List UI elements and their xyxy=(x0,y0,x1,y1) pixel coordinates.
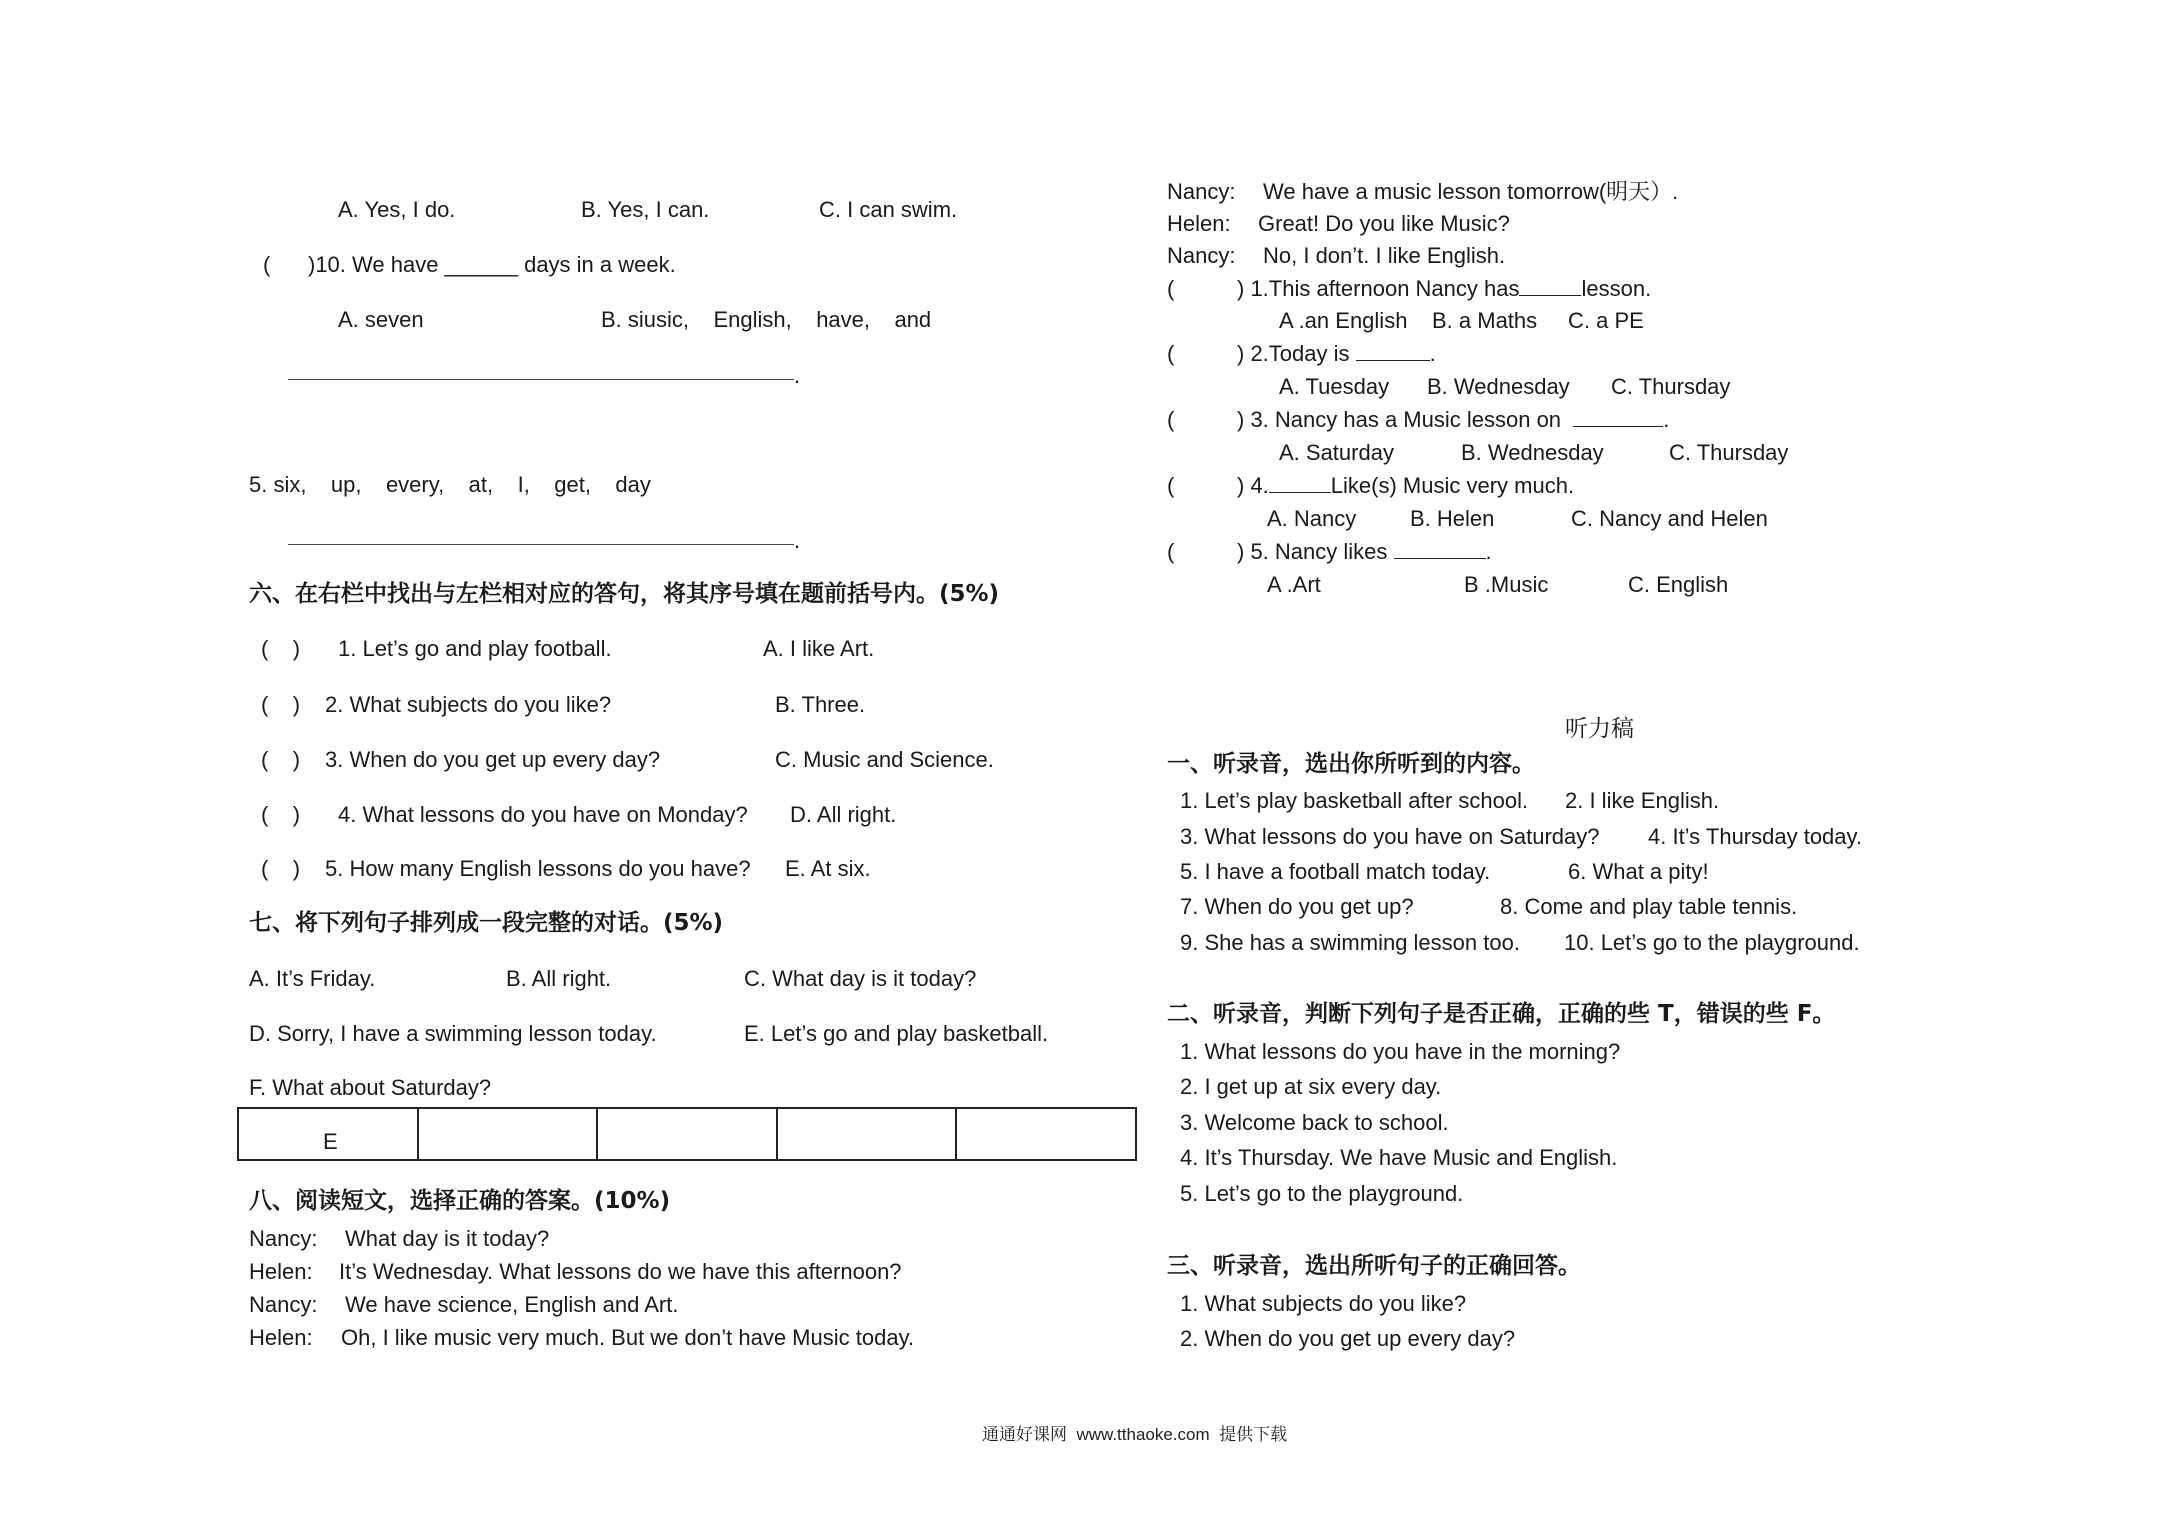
page-footer: 通通好课网 www.tthaoke.com 提供下载 xyxy=(982,1425,1288,1444)
answer-line-4-period: . xyxy=(794,363,801,388)
listen1-title: 一、听录音，选出你所听到的内容。 xyxy=(1167,751,1535,777)
order-cell-4[interactable] xyxy=(777,1108,957,1160)
q4-words: B. siusic, English, have, and xyxy=(601,307,932,332)
answer-line-5 xyxy=(288,544,794,545)
dialogue-line: No, I don’t. I like English. xyxy=(1263,243,1506,268)
listen3-item: 1. What subjects do you like? xyxy=(1180,1291,1467,1316)
s6-item2-question: 2. What subjects do you like? xyxy=(325,692,612,717)
dialogue-speaker: Nancy: xyxy=(1167,243,1236,268)
rq5-stem: ) 5. Nancy likes . xyxy=(1237,539,1492,564)
dialogue-line: What day is it today? xyxy=(345,1226,550,1251)
rq5-paren: ( xyxy=(1167,539,1175,564)
dialogue-line: We have a music lesson tomorrow(明天）. xyxy=(1263,179,1679,204)
dialogue-line: Oh, I like music very much. But we don’t have Music today. xyxy=(341,1325,915,1350)
q10-question: )10. We have ______ days in a week. xyxy=(308,252,676,277)
rq1-option-c: C. a PE xyxy=(1568,308,1644,333)
order-cell-5[interactable] xyxy=(956,1108,1136,1160)
s7-sentence-e: E. Let’s go and play basketball. xyxy=(744,1021,1049,1046)
rq5-option-c: C. English xyxy=(1628,572,1729,597)
s6-item4-paren: ( ) xyxy=(261,802,301,827)
dialogue-speaker: Helen: xyxy=(1167,211,1231,236)
rq2-option-b: B. Wednesday xyxy=(1427,374,1570,399)
rq4-paren: ( xyxy=(1167,473,1175,498)
dialogue-line: We have science, English and Art. xyxy=(345,1292,679,1317)
rq2-stem: ) 2.Today is . xyxy=(1237,341,1436,366)
rq3-option-a: A. Saturday xyxy=(1279,440,1394,465)
s6-item1-paren: ( ) xyxy=(261,636,301,661)
rq3-paren: ( xyxy=(1167,407,1175,432)
q9-option-a: A. Yes, I do. xyxy=(338,197,456,222)
listen2-item: 2. I get up at six every day. xyxy=(1180,1074,1442,1099)
dialogue-speaker: Nancy: xyxy=(249,1226,318,1251)
s6-item3-answer: C. Music and Science. xyxy=(775,747,994,772)
script-title: 听力稿 xyxy=(1565,716,1634,742)
listen1-item: 6. What a pity! xyxy=(1568,859,1709,884)
q10-paren: ( xyxy=(263,252,271,277)
q9-option-b: B. Yes, I can. xyxy=(581,197,710,222)
dialogue-speaker: Nancy: xyxy=(249,1292,318,1317)
section6-title: 六、在右栏中找出与左栏相对应的答句，将其序号填在题前括号内。(5%) xyxy=(249,581,1000,607)
s7-sentence-b: B. All right. xyxy=(506,966,612,991)
rq4-option-b: B. Helen xyxy=(1410,506,1495,531)
answer-line-4 xyxy=(288,379,794,380)
s6-item2-paren: ( ) xyxy=(261,692,301,717)
s6-item3-paren: ( ) xyxy=(261,747,301,772)
listen2-title: 二、听录音，判断下列句子是否正确，正确的些 T，错误的些 F。 xyxy=(1167,1001,1836,1027)
listen3-item: 2. When do you get up every day? xyxy=(1180,1326,1516,1351)
s6-item1-answer: A. I like Art. xyxy=(763,636,875,661)
s6-item3-question: 3. When do you get up every day? xyxy=(325,747,661,772)
s6-item5-answer: E. At six. xyxy=(785,856,871,881)
rq3-option-b: B. Wednesday xyxy=(1461,440,1604,465)
s6-item5-paren: ( ) xyxy=(261,856,301,881)
order-cell-1[interactable]: E xyxy=(238,1108,418,1160)
s6-item2-answer: B. Three. xyxy=(775,692,866,717)
listen1-item: 9. She has a swimming lesson too. xyxy=(1180,930,1520,955)
q5-words: 5. six, up, every, at, I, get, day xyxy=(249,472,651,497)
rq1-paren: ( xyxy=(1167,276,1175,301)
rq1-stem: ) 1.This afternoon Nancy has lesson. xyxy=(1237,276,1652,301)
s6-item1-question: 1. Let’s go and play football. xyxy=(338,636,612,661)
order-answer-table xyxy=(237,1107,1137,1161)
dialogue-line: Great! Do you like Music? xyxy=(1258,211,1510,236)
s6-item5-question: 5. How many English lessons do you have? xyxy=(325,856,751,881)
rq5-option-b: B .Music xyxy=(1464,572,1549,597)
s6-item4-answer: D. All right. xyxy=(790,802,897,827)
s7-sentence-f: F. What about Saturday? xyxy=(249,1075,492,1100)
dialogue-speaker: Helen: xyxy=(249,1259,313,1284)
dialogue-line: It’s Wednesday. What lessons do we have this afternoon? xyxy=(339,1259,902,1284)
dialogue-speaker: Nancy: xyxy=(1167,179,1236,204)
listen1-item: 8. Come and play table tennis. xyxy=(1500,894,1798,919)
listen1-item: 7. When do you get up? xyxy=(1180,894,1414,919)
listen2-item: 3. Welcome back to school. xyxy=(1180,1110,1449,1135)
listen1-item: 2. I like English. xyxy=(1565,788,1720,813)
rq5-option-a: A .Art xyxy=(1267,572,1321,597)
rq4-stem: ) 4. Like(s) Music very much. xyxy=(1237,473,1575,498)
rq4-option-a: A. Nancy xyxy=(1267,506,1357,531)
section8-title: 八、阅读短文，选择正确的答案。(10%) xyxy=(249,1188,671,1214)
rq2-paren: ( xyxy=(1167,341,1175,366)
listen3-title: 三、听录音，选出所听句子的正确回答。 xyxy=(1167,1253,1581,1279)
dialogue-speaker: Helen: xyxy=(249,1325,313,1350)
q10-option-a: A. seven xyxy=(338,307,424,332)
listen2-item: 1. What lessons do you have in the morning? xyxy=(1180,1039,1621,1064)
rq1-option-a: A .an English xyxy=(1279,308,1408,333)
listen1-item: 3. What lessons do you have on Saturday? xyxy=(1180,824,1600,849)
listen1-item: 1. Let’s play basketball after school. xyxy=(1180,788,1529,813)
s7-sentence-c: C. What day is it today? xyxy=(744,966,977,991)
order-cell-2[interactable] xyxy=(418,1108,598,1160)
rq2-option-a: A. Tuesday xyxy=(1279,374,1390,399)
rq3-stem: ) 3. Nancy has a Music lesson on . xyxy=(1237,407,1670,432)
order-cell-3[interactable] xyxy=(597,1108,777,1160)
listen2-item: 5. Let’s go to the playground. xyxy=(1180,1181,1464,1206)
listen2-item: 4. It’s Thursday. We have Music and English. xyxy=(1180,1145,1618,1170)
listen1-item: 10. Let’s go to the playground. xyxy=(1564,930,1860,955)
s7-sentence-d: D. Sorry, I have a swimming lesson today. xyxy=(249,1021,657,1046)
section7-title: 七、将下列句子排列成一段完整的对话。(5%) xyxy=(249,910,724,936)
s7-sentence-a: A. It’s Friday. xyxy=(249,966,376,991)
listen1-item: 5. I have a football match today. xyxy=(1180,859,1491,884)
rq2-option-c: C. Thursday xyxy=(1611,374,1731,399)
listen1-item: 4. It’s Thursday today. xyxy=(1648,824,1863,849)
q9-option-c: C. I can swim. xyxy=(819,197,958,222)
s6-item4-question: 4. What lessons do you have on Monday? xyxy=(338,802,748,827)
rq4-option-c: C. Nancy and Helen xyxy=(1571,506,1768,531)
rq1-option-b: B. a Maths xyxy=(1432,308,1538,333)
answer-line-5-period: . xyxy=(794,528,801,553)
rq3-option-c: C. Thursday xyxy=(1669,440,1789,465)
